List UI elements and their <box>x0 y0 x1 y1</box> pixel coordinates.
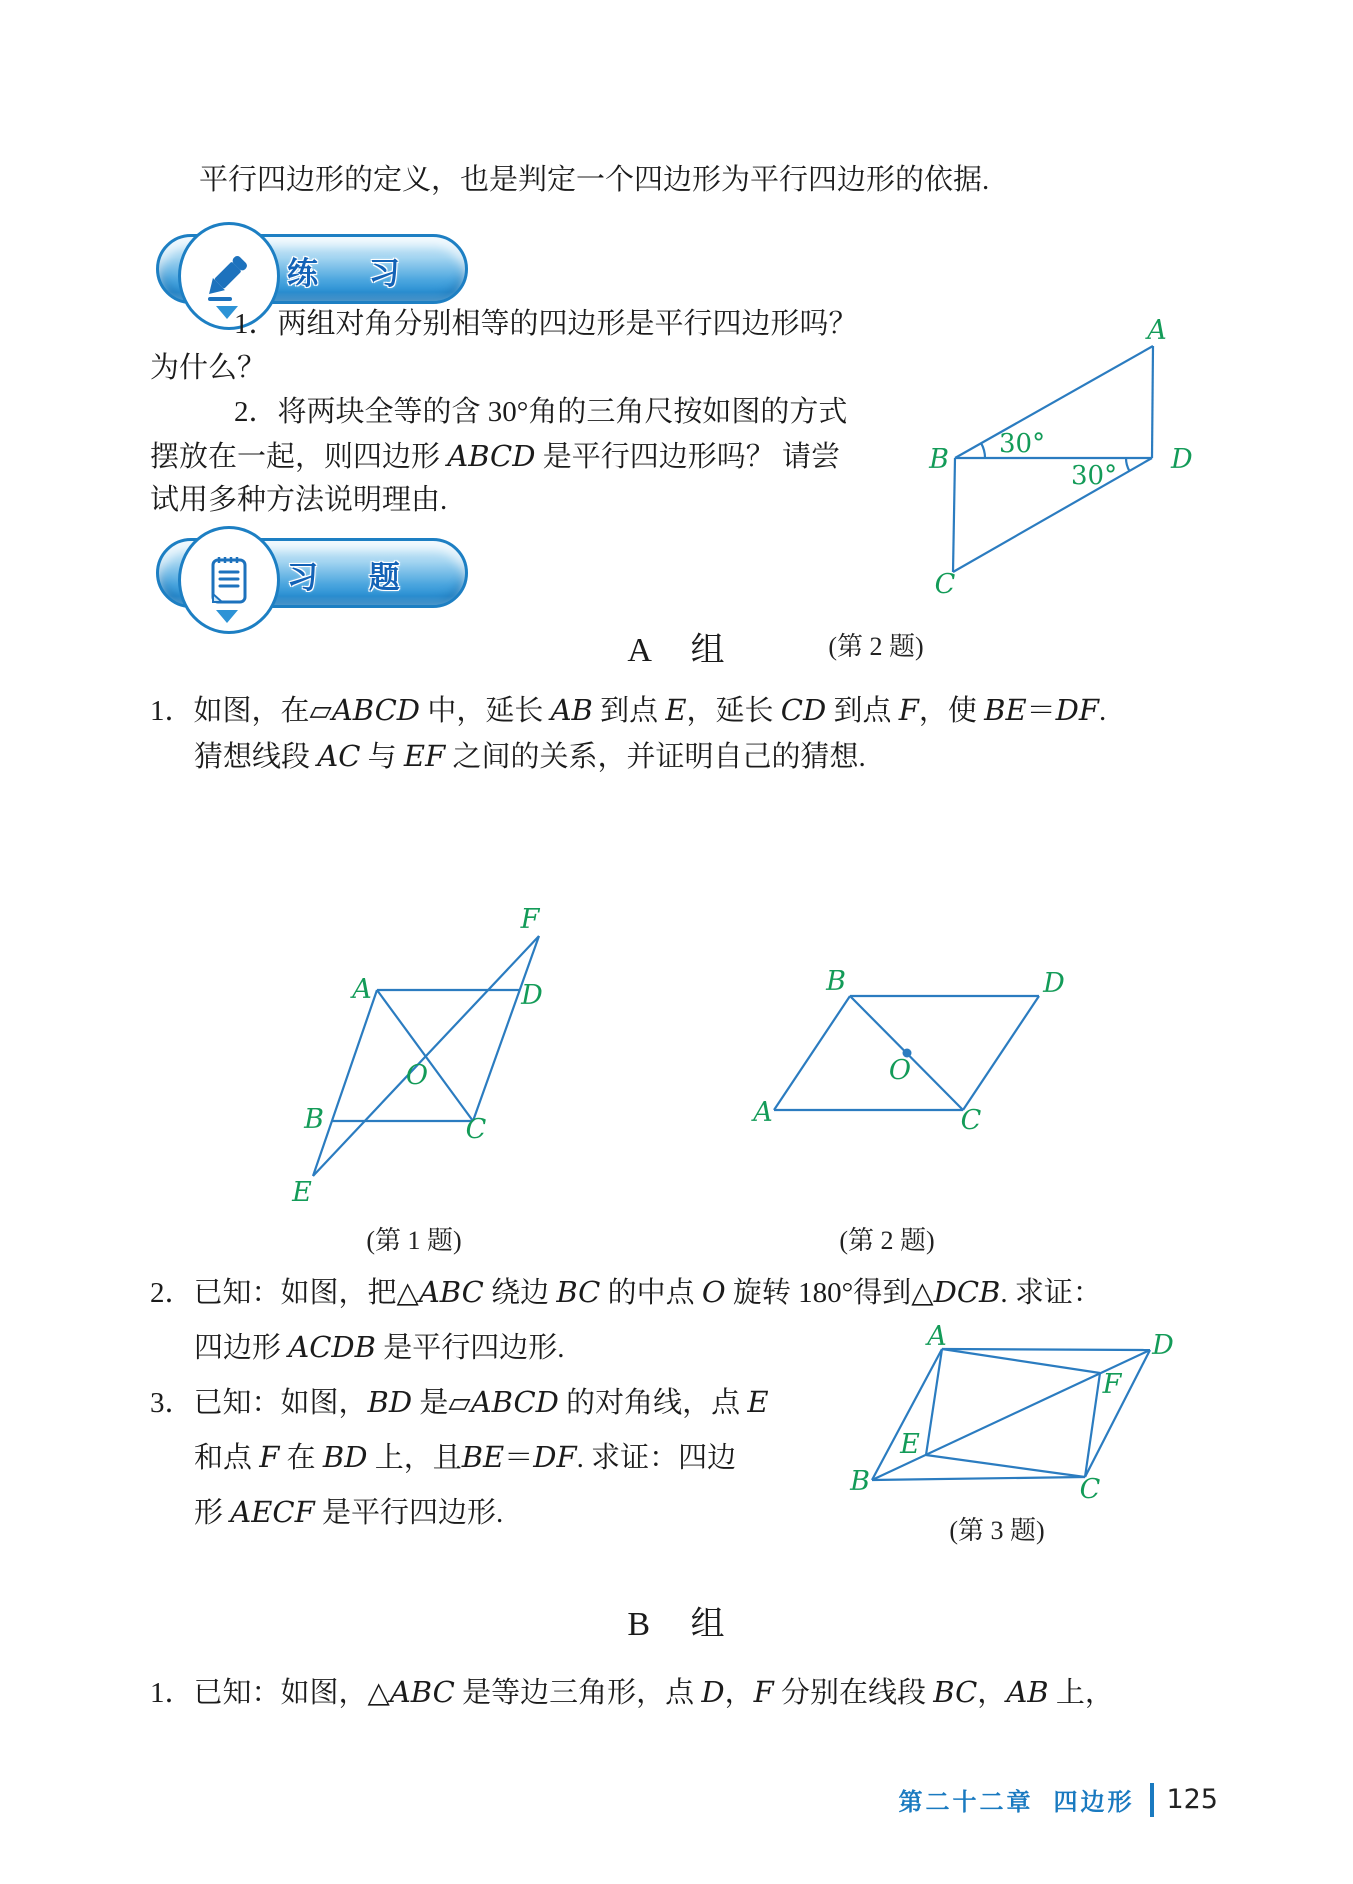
vertex-label-B: B <box>850 1466 870 1497</box>
vertex-label-E: E <box>900 1429 920 1460</box>
practice-figure-caption: (第 2 题) <box>828 632 924 661</box>
vertex-label-O: O <box>405 1060 429 1091</box>
vertex-label-O: O <box>888 1055 912 1086</box>
badge-pointer-triangle <box>216 306 238 319</box>
vertex-label-D: D <box>1171 444 1193 475</box>
vertex-label-A: A <box>753 1097 773 1128</box>
figure-a2-caption: (第 2 题) <box>839 1226 935 1255</box>
page-footer <box>898 1782 1218 1817</box>
vertex-label-D: D <box>521 980 543 1011</box>
footer-chapter: 第二十二章 <box>898 1788 1034 1816</box>
figure-a3 <box>850 1318 1190 1513</box>
practice-figure <box>895 255 1225 615</box>
figure-a1-lines <box>313 936 539 1176</box>
vertex-label-C: C <box>960 1105 982 1136</box>
a1-line1: 1．如图，在▱ABCD 中，延长 AB 到点 E，延长 CD 到点 F，使 BE＝DF. <box>150 693 1107 727</box>
a3-line2: 和点 F 在 BD 上，且BE＝DF. 求证：四边 <box>194 1440 737 1474</box>
group-a-heading: A 组 <box>627 632 741 669</box>
vertex-label-C: C <box>934 569 956 600</box>
vertex-label-C: C <box>1079 1474 1101 1505</box>
exercises-badge-label: 习 题 <box>287 560 420 596</box>
exercises-badge <box>150 526 490 636</box>
b1-line1: 1．已知：如图，△ABC 是等边三角形，点 D，F 分别在线段 BC，AB 上， <box>150 1675 1114 1709</box>
practice-q1-line1: 1．两组对角分别相等的四边形是平行四边形吗？ <box>234 308 858 340</box>
figure-a3-caption: (第 3 题) <box>949 1516 1045 1545</box>
vertex-label-E: E <box>292 1177 312 1208</box>
vertex-label-B: B <box>929 444 949 475</box>
practice-q2-line1: 2．将两块全等的含 30°角的三角尺按如图的方式 <box>234 396 848 428</box>
angle-label-D: 30° <box>1071 461 1118 491</box>
figure-a1 <box>240 758 570 1218</box>
group-b-heading: B 组 <box>627 1606 741 1643</box>
figure-a2 <box>630 928 1070 1172</box>
practice-q2-line3: 试用多种方法说明理由. <box>150 484 448 516</box>
practice-badge-label: 练 习 <box>287 256 420 292</box>
vertex-label-A: A <box>1147 315 1167 346</box>
angle-label-B: 30° <box>999 429 1046 459</box>
vertex-label-C: C <box>465 1114 487 1145</box>
a1-line2: 猜想线段 AC 与 EF 之间的关系，并证明自己的猜想. <box>194 739 866 773</box>
practice-q1-line2: 为什么？ <box>150 352 267 384</box>
footer-divider <box>1150 1783 1154 1817</box>
practice-q2-line2: 摆放在一起，则四边形 ABCD 是平行四边形吗？ 请尝 <box>150 439 841 473</box>
vertex-label-F: F <box>520 904 540 935</box>
vertex-label-D: D <box>1152 1330 1174 1361</box>
figure-a1-caption: (第 1 题) <box>366 1226 462 1255</box>
vertex-label-A: A <box>927 1321 947 1352</box>
vertex-label-B: B <box>304 1104 324 1135</box>
vertex-label-D: D <box>1043 968 1065 999</box>
a2-line2: 四边形 ACDB 是平行四边形. <box>194 1330 565 1364</box>
vertex-label-A: A <box>352 974 372 1005</box>
a3-line1: 3．已知：如图，BD 是▱ABCD 的对角线，点 E <box>150 1385 769 1419</box>
pencil-icon <box>200 247 258 305</box>
footer-section: 四边形 <box>1053 1788 1135 1816</box>
footer-page-number: 125 <box>1166 1784 1218 1815</box>
intro-paragraph: 平行四边形的定义，也是判定一个四边形为平行四边形的依据. <box>199 164 990 196</box>
a2-line1: 2．已知：如图，把△ABC 绕边 BC 的中点 O 旋转 180°得到△DCB. 求证： <box>150 1275 1102 1309</box>
vertex-label-B: B <box>826 966 846 997</box>
notebook-icon <box>200 551 258 609</box>
badge-pointer-triangle <box>216 610 238 623</box>
practice-figure-lines <box>953 346 1153 572</box>
vertex-label-F: F <box>1102 1369 1122 1400</box>
a3-line3: 形 AECF 是平行四边形. <box>194 1495 504 1529</box>
